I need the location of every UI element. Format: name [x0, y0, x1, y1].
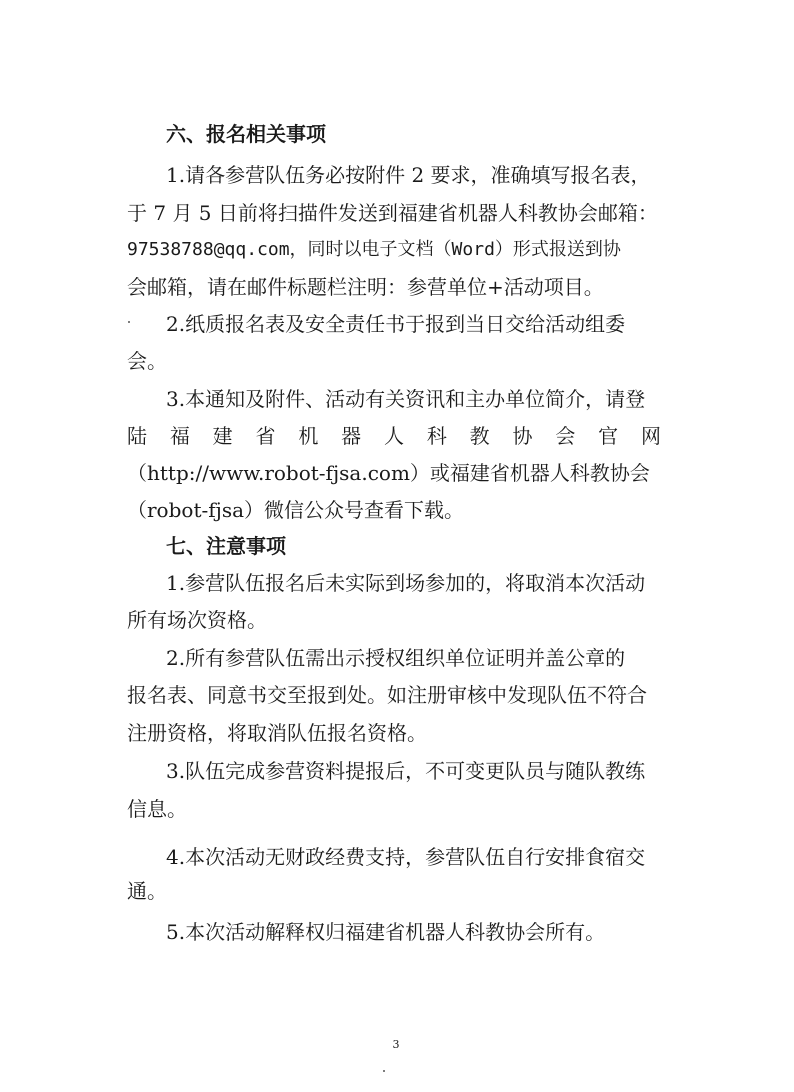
paragraph-line — [127, 237, 621, 263]
paragraph-line: 3.队伍完成参营资料提报后，不可变更队员与随队教练 — [166, 759, 646, 783]
paragraph-line: 报名表、同意书交至报到处。如注册审核中发现队伍不符合 — [127, 683, 647, 707]
paragraph-line: 于 7 月 5 日前将扫描件发送到福建省机器人科教协会邮箱： — [127, 201, 658, 225]
paragraph-line: 4.本次活动无财政经费支持，参营队伍自行安排食宿交 — [166, 845, 646, 869]
paragraph-line: 会。 — [127, 349, 167, 373]
paragraph-line: 3.本通知及附件、活动有关资讯和主办单位简介，请登 — [166, 387, 646, 411]
page-number: 3 — [392, 1038, 400, 1051]
paragraph-line: 1.请各参营队伍务必按附件 2 要求，准确填写报名表， — [166, 163, 651, 187]
paragraph-line: 2.纸质报名表及安全责任书于报到当日交给活动组委 — [166, 312, 626, 336]
paragraph-line: 会邮箱，请在邮件标题栏注明：参营单位+活动项目。 — [127, 275, 604, 299]
paragraph-line: 注册资格，将取消队伍报名资格。 — [127, 721, 427, 745]
paragraph-line: 信息。 — [127, 797, 187, 821]
paragraph-line: 2.所有参营队伍需出示授权组织单位证明并盖公章的 — [166, 646, 626, 670]
scan-speck — [128, 321, 130, 323]
paragraph-line: 1.参营队伍报名后未实际到场参加的，将取消本次活动 — [166, 571, 646, 595]
scan-speck — [383, 1070, 385, 1072]
paragraph-line: 5.本次活动解释权归福建省机器人科教协会所有。 — [166, 920, 606, 944]
paragraph-line: （robot-fjsa）微信公众号查看下载。 — [127, 498, 465, 522]
paragraph-line: 通。 — [127, 879, 167, 903]
paragraph-line: 所有场次资格。 — [127, 608, 267, 632]
section-heading-seven: 七、注意事项 — [166, 534, 286, 558]
email-text: 97538788@qq.com，同时以电子文档（Word）形式报送到协 — [127, 239, 621, 260]
paragraph-line: 陆福建省机器人科教协会官网 — [127, 424, 663, 448]
section-heading-six: 六、报名相关事项 — [166, 122, 326, 146]
paragraph-line: （http://www.robot-fjsa.com）或福建省机器人科教协会 — [127, 461, 650, 485]
